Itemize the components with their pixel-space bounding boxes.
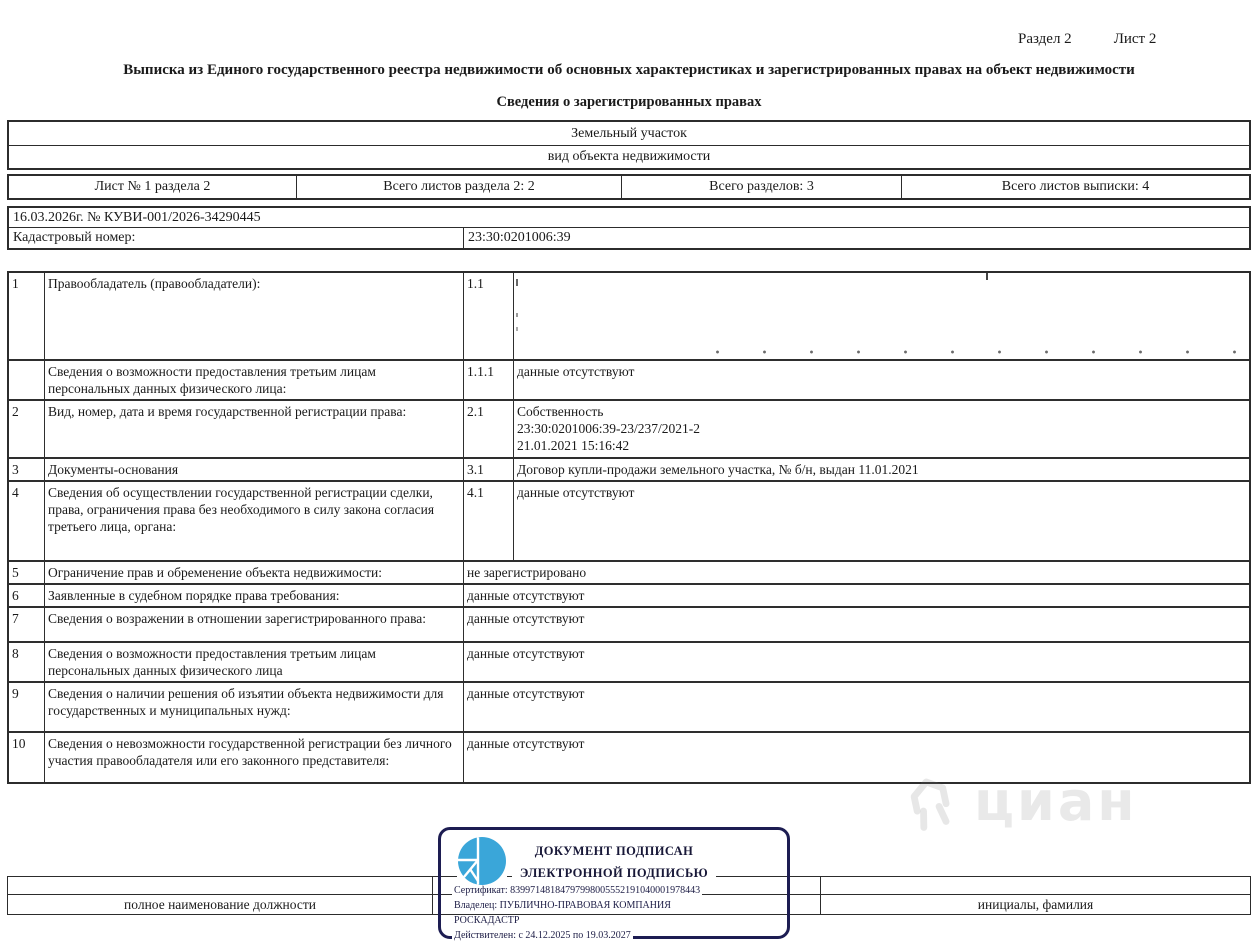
object-type-caption: вид объекта недвижимости — [547, 149, 711, 164]
stamp-owner-2: РОСКАДАСТР — [454, 915, 520, 926]
row-number: 9 — [9, 683, 45, 731]
row-number — [9, 361, 45, 399]
row-sub-number: 4.1 — [464, 482, 514, 560]
row-sub-number: 2.1 — [464, 401, 514, 457]
stamp-certificate: Сертификат: 83997148184797998005552191040001978443 — [454, 885, 701, 896]
object-type-value: Земельный участок — [9, 122, 1249, 146]
sheet-info-cell: Всего листов раздела 2: 2 — [297, 176, 622, 198]
row-label: Сведения о невозможности государственной регистрации без личного участия правообладателя или его законного представителя: — [45, 733, 464, 782]
row-number: 5 — [9, 562, 45, 583]
sheet-info-cell: Всего разделов: 3 — [622, 176, 902, 198]
row-sub-number: 3.1 — [464, 459, 514, 480]
sheet-info-cell: Лист № 1 раздела 2 — [9, 176, 297, 198]
cadastral-number-value: 23:30:0201006:39 — [468, 230, 571, 245]
row-label: Сведения об осуществлении государственной регистрации сделки, права, ограничения права без необходимого в силу закона согласия третьего лица, органа: — [45, 482, 464, 560]
row-label: Сведения о возражении в отношении зарегистрированного права: — [45, 608, 464, 641]
row-value: данные отсутствуют — [467, 588, 585, 603]
table-row — [9, 585, 1249, 608]
row-sub-number: 1.1 — [464, 273, 514, 359]
table-row — [9, 733, 1249, 782]
table-row — [9, 361, 1249, 401]
table-row — [9, 608, 1249, 643]
row-value: данные отсутствуют — [517, 485, 635, 500]
stamp-details — [452, 885, 702, 945]
page-header-right — [1018, 31, 1156, 48]
position-name-label: полное наименование должности — [8, 895, 433, 914]
digital-signature-stamp — [438, 827, 790, 939]
table-row — [9, 482, 1249, 562]
row-number: 8 — [9, 643, 45, 681]
section-label: Раздел 2 — [1018, 31, 1072, 47]
row-number: 2 — [9, 401, 45, 457]
table-row — [9, 459, 1249, 482]
rights-table — [7, 271, 1251, 784]
row-value-redacted — [514, 273, 1249, 359]
table-row — [9, 562, 1249, 585]
row-value: данные отсутствуют — [467, 646, 585, 661]
document-title: Выписка из Единого государственного реестра недвижимости об основных характеристиках и зарегистрированных правах на объект недвижимости — [123, 62, 1135, 78]
stamp-validity: Действителен: с 24.12.2025 по 19.03.2027 — [454, 930, 631, 941]
row-label: Сведения о наличии решения об изъятии объекта недвижимости для государственных и муниципальных нужд: — [45, 683, 464, 731]
table-row — [9, 643, 1249, 683]
row-value: данные отсутствуют — [467, 611, 585, 626]
row-value: не зарегистрировано — [467, 565, 587, 580]
row-value: Договор купли-продажи земельного участка, № б/н, выдан 11.01.2021 — [517, 462, 919, 477]
row-label: Заявленные в судебном порядке права требования: — [45, 585, 464, 606]
table-row — [9, 273, 1249, 361]
row-value: данные отсутствуют — [467, 736, 585, 751]
row-label: Сведения о возможности предоставления третьим лицам персональных данных физического лица: — [45, 361, 464, 399]
stamp-title-line1: ДОКУМЕНТ ПОДПИСАН — [441, 844, 787, 859]
row-number: 7 — [9, 608, 45, 641]
row-number: 4 — [9, 482, 45, 560]
signature-cell — [821, 877, 1250, 894]
row-sub-number: 1.1.1 — [464, 361, 514, 399]
row-number: 3 — [9, 459, 45, 480]
row-number: 1 — [9, 273, 45, 359]
stamp-owner: Владелец: ПУБЛИЧНО-ПРАВОВАЯ КОМПАНИЯ — [454, 900, 671, 911]
row-number: 10 — [9, 733, 45, 782]
request-date-number: 16.03.2026г. № КУВИ-001/2026-34290445 — [13, 209, 261, 225]
watermark-text: циан — [974, 769, 1138, 833]
row-label: Вид, номер, дата и время государственной регистрации права: — [45, 401, 464, 457]
row-label: Сведения о возможности предоставления третьим лицам персональных данных физического лица — [45, 643, 464, 681]
row-value: данные отсутствуют — [467, 686, 585, 701]
cadastral-number-label: Кадастровый номер: — [9, 228, 464, 248]
sheet-info-table — [7, 174, 1251, 200]
table-row — [9, 683, 1249, 733]
row-label: Правообладатель (правообладатели): — [45, 273, 464, 359]
signature-cell — [8, 877, 433, 894]
document-subtitle: Сведения о зарегистрированных правах — [496, 94, 762, 110]
row-number: 6 — [9, 585, 45, 606]
sheet-info-cell: Всего листов выписки: 4 — [1001, 179, 1150, 194]
row-label: Документы-основания — [45, 459, 464, 480]
request-info-table — [7, 206, 1251, 250]
table-row — [9, 401, 1249, 459]
row-value: Собственность 23:30:0201006:39-23/237/2021-2 21.01.2021 15:16:42 — [517, 404, 700, 453]
sheet-label: Лист 2 — [1113, 31, 1157, 47]
redacted-text-traces — [694, 350, 1237, 354]
object-type-table — [7, 120, 1251, 170]
row-value: данные отсутствуют — [517, 364, 635, 379]
initials-surname-label: инициалы, фамилия — [977, 896, 1094, 912]
stamp-title-line2: ЭЛЕКТРОННОЙ ПОДПИСЬЮ — [441, 866, 787, 881]
row-label: Ограничение прав и обременение объекта недвижимости: — [45, 562, 464, 583]
